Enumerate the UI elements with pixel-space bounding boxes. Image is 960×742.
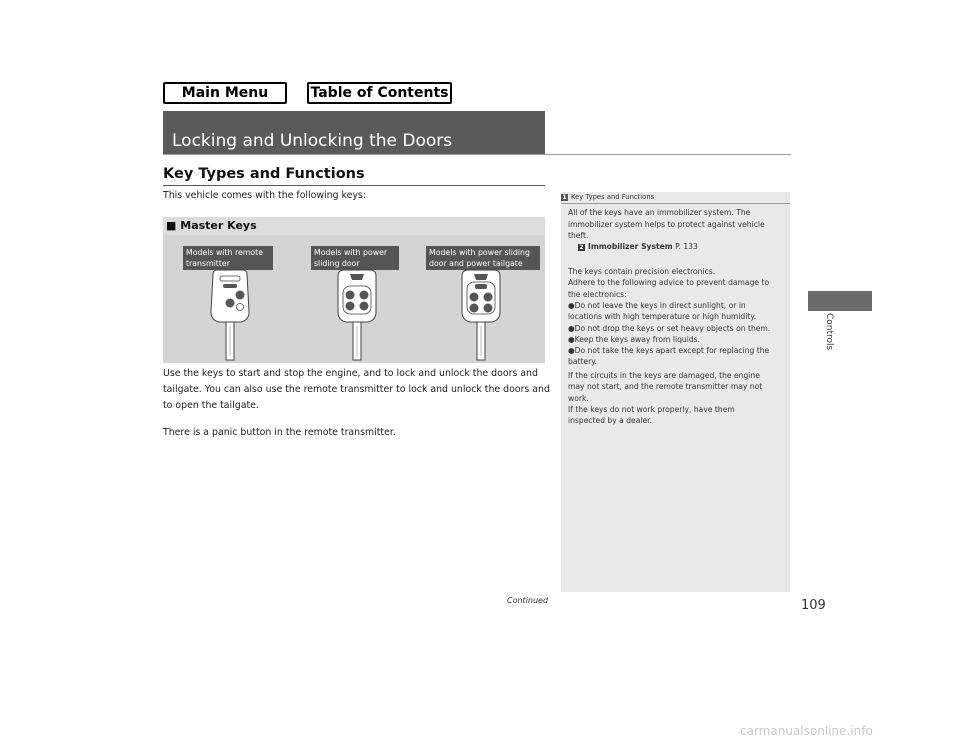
chapter-tab[interactable] xyxy=(808,291,872,311)
chapter-tab-label: Controls xyxy=(824,313,834,351)
sidebar-notes-box xyxy=(561,192,790,592)
page-title: Locking and Unlocking the Doors xyxy=(172,131,453,151)
page-number: 109 xyxy=(801,598,826,613)
intro-text: This vehicle comes with the following keys: xyxy=(163,190,366,201)
sidebar-bullet: ●Do not leave the keys in direct sunlight, or in xyxy=(568,301,746,310)
sidebar-line: inspected by a dealer. xyxy=(568,416,652,425)
sidebar-bullet: battery. xyxy=(568,357,598,366)
sidebar-bullet: ●Do not take the keys apart except for replacing the xyxy=(568,346,770,355)
sidebar-line: the electronics: xyxy=(568,290,627,299)
sidebar-line: All of the keys have an immobilizer system. The xyxy=(568,208,751,217)
key-model-label-sliding-door: Models with power sliding door xyxy=(311,246,399,270)
sidebar-line: theft. xyxy=(568,231,589,240)
key-model-label-remote: Models with remote transmitter xyxy=(183,246,273,270)
watermark: carmanualsonline.info xyxy=(740,724,873,738)
section-rule xyxy=(163,185,545,186)
sidebar-rule xyxy=(561,203,790,204)
reference-arrow-icon: 2 xyxy=(579,244,584,251)
sidebar-line: If the keys do not work properly, have them xyxy=(568,405,735,414)
body-line-3: to open the tailgate. xyxy=(163,400,259,411)
panic-button-note: There is a panic button in the remote transmitter. xyxy=(163,427,396,438)
key-model-label-sliding-tailgate: Models with power sliding door and power tailgate xyxy=(426,246,540,270)
sidebar-bullet: ●Keep the keys away from liquids. xyxy=(568,335,701,344)
sidebar-line: work. xyxy=(568,394,589,403)
sidebar-bullet: locations with high temperature or high humidity. xyxy=(568,312,757,321)
body-line-2: tailgate. You can also use the remote transmitter to lock and unlock the doors and xyxy=(163,384,550,395)
table-of-contents-button[interactable]: Table of Contents xyxy=(307,82,452,104)
sidebar-line: The keys contain precision electronics. xyxy=(568,267,716,276)
continued-label: Continued xyxy=(507,596,549,605)
main-menu-button[interactable]: Main Menu xyxy=(163,82,287,104)
sidebar-line: may not start, and the remote transmitter may not xyxy=(568,382,763,391)
sliding-door-key-icon xyxy=(332,268,382,362)
sidebar-bullet: ●Do not drop the keys or set heavy objects on them. xyxy=(568,324,771,333)
remote-transmitter-key-icon xyxy=(205,268,255,362)
sidebar-line: If the circuits in the keys are damaged, the engine xyxy=(568,371,760,380)
note-number-icon: 1 xyxy=(562,194,567,201)
subsection-heading xyxy=(166,219,257,232)
sidebar-line: immobilizer system helps to protect against vehicle xyxy=(568,220,765,229)
subsection-title: Master Keys xyxy=(180,219,257,232)
sidebar-line: Adhere to the following advice to prevent damage to xyxy=(568,278,770,287)
sidebar-header: 1 Key Types and Functions xyxy=(562,193,655,201)
section-title: Key Types and Functions xyxy=(163,166,365,182)
subsection-bullet: ■ xyxy=(166,219,177,232)
body-line-1: Use the keys to start and stop the engine, and to lock and unlock the doors and xyxy=(163,368,538,379)
title-rule xyxy=(163,154,791,155)
sliding-door-tailgate-key-icon xyxy=(456,268,506,362)
immobilizer-link[interactable]: 2 Immobilizer System P. 133 xyxy=(579,242,698,251)
